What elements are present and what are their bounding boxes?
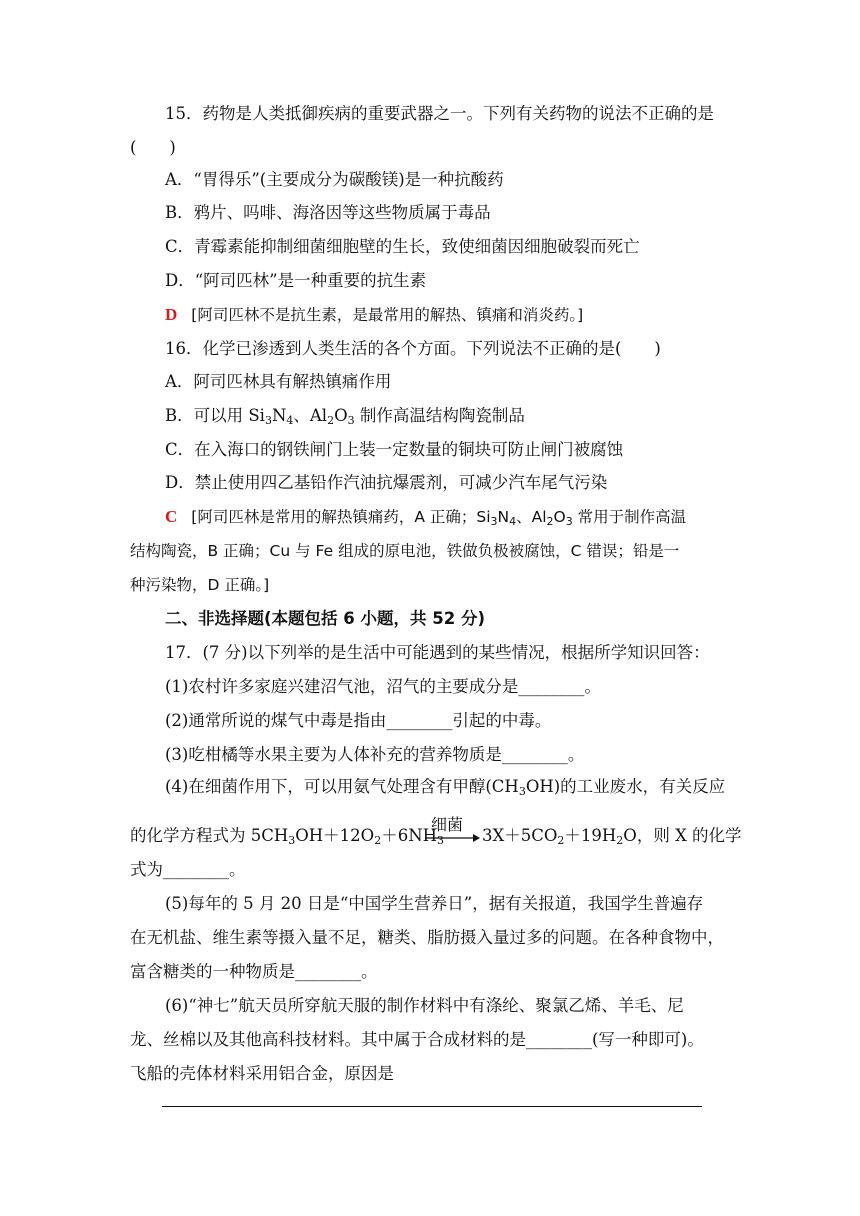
q15-answer-blank: ( ) (130, 138, 176, 157)
q16-answer-line1: C [阿司匹林是常用的解热镇痛药，A 正确；$Si_3N_4$、$Al_2O_3$ 常用于制作高温 (165, 507, 687, 528)
q15-answer-explanation: [阿司匹林不是抗生素，是最常用的解热、镇痛和消炎药。] (191, 306, 584, 324)
q16-answer-letter: C (165, 507, 178, 526)
q15-option-b: B．鸦片、吗啡、海洛因等这些物质属于毒品 (165, 203, 491, 222)
q17-part5-line2: 在无机盐、维生素等摄入量不足，糖类、脂肪摄入量过多的问题。在各种食物中， (130, 928, 724, 947)
q15-option-a: A．“胃得乐”(主要成分为碳酸镁)是一种抗酸药 (165, 170, 504, 189)
q17-part3: (3)吃柑橘等水果主要为人体补充的营养物质是________。 (165, 745, 585, 764)
q15-option-c: C．青霉素能抑制细菌细胞壁的生长，致使细菌因细胞破裂而死亡 (165, 237, 640, 256)
q17-part4-line1: (4)在细菌作用下，可以用氨气处理含有甲醇$(CH_3OH)$的工业废水，有关反应 (165, 777, 726, 798)
q17-part5-line1: (5)每年的 5 月 20 日是“中国学生营养日”，据有关报道，我国学生普遍存 (165, 894, 704, 913)
q17-part4-blank: 式为________。 (130, 860, 246, 879)
answer-underline (162, 1106, 702, 1107)
q17-part6-line1: (6)“神七”航天员所穿航天服的制作材料中有涤纶、聚氯乙烯、羊毛、尼 (165, 996, 684, 1015)
q17-part2: (2)通常所说的煤气中毒是指由________引起的中毒。 (165, 711, 552, 730)
q16-option-c: C．在入海口的钢铁闸门上装一定数量的铜块可防止闸门被腐蚀 (165, 440, 624, 459)
reaction-condition: 细菌 (431, 815, 464, 834)
q17-equation-right: $3X+5CO_2+19H_2O$，则 X 的化学 (482, 826, 742, 847)
section-heading: 二、非选择题(本题包括 6 小题，共 52 分) (165, 609, 486, 628)
q17-part5-line3: 富含糖类的一种物质是________。 (130, 962, 378, 981)
q16-stem: 16．化学已渗透到人类生活的各个方面。下列说法不正确的是( ) (165, 339, 661, 358)
reaction-arrow (423, 812, 481, 852)
q16-option-a: A．阿司匹林具有解热镇痛作用 (165, 372, 392, 391)
q16-answer-line2: 结构陶瓷，B 正确；Cu 与 Fe 组成的原电池，铁做负极被腐蚀，C 错误；铅是一 (130, 542, 680, 560)
q15-answer (165, 305, 583, 325)
q17-part1: (1)农村许多家庭兴建沼气池，沼气的主要成分是________。 (165, 677, 601, 696)
q17-part6-line3: 飞船的壳体材料采用铝合金，原因是 (130, 1064, 394, 1083)
q15-stem: 15．药物是人类抵御疾病的重要武器之一。下列有关药物的说法不正确的是 (165, 104, 714, 123)
q16-option-b: B．可以用 $Si_3N_4$、$Al_2O_3$ 制作高温结构陶瓷制品 (165, 406, 525, 427)
q15-option-d: D．“阿司匹林”是一种重要的抗生素 (165, 271, 427, 290)
q17-part6-line2: 龙、丝棉以及其他高科技材料。其中属于合成材料的是________(写一种即可)。 (130, 1030, 704, 1049)
q16-answer-line3: 种污染物，D 正确。] (130, 576, 270, 594)
arrow-icon (423, 832, 481, 844)
q16-option-d: D．禁止使用四乙基铅作汽油抗爆震剂，可减少汽车尾气污染 (165, 473, 608, 492)
q17-equation-left: 的化学方程式为 $5CH_3OH+12O_2+6NH_3$ (130, 826, 445, 847)
q17-stem: 17．(7 分)以下列举的是生活中可能遇到的某些情况，根据所学知识回答： (165, 643, 710, 662)
q15-answer-letter: D (165, 305, 178, 324)
